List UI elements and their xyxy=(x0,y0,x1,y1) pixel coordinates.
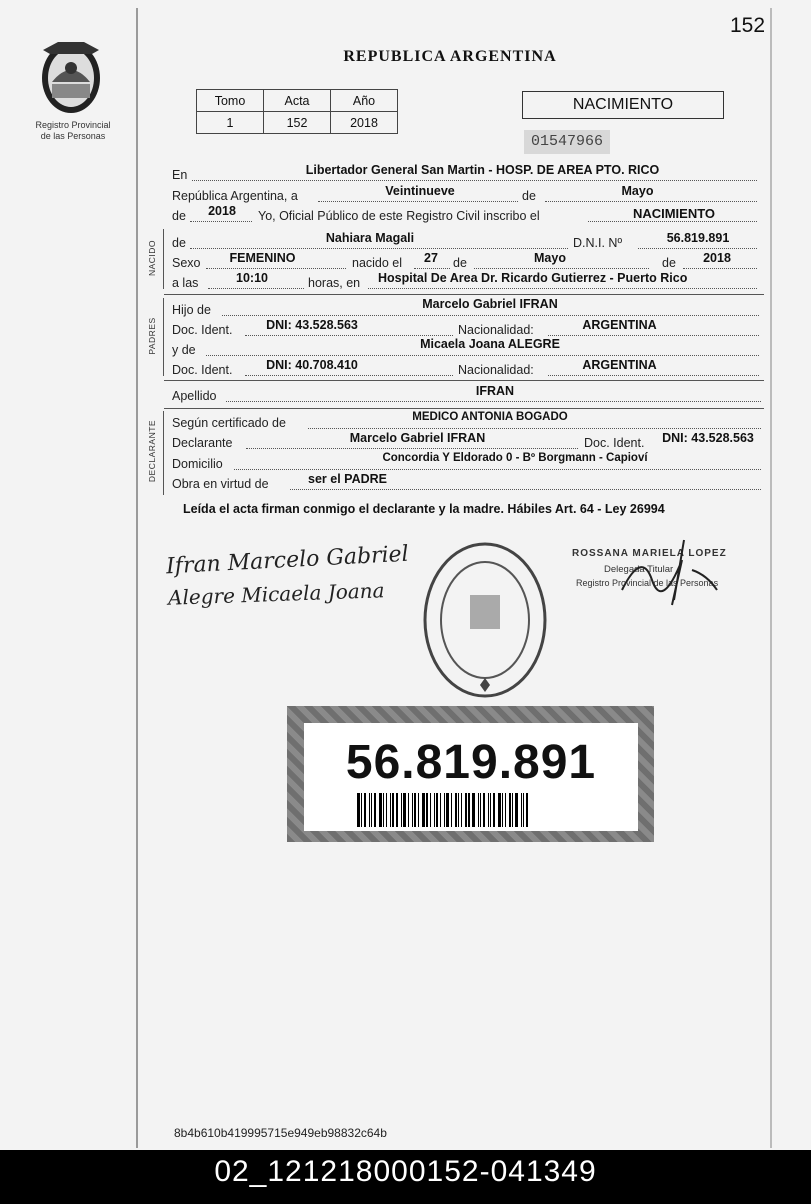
declarant-doc-label: Doc. Ident. xyxy=(584,436,645,450)
republica-label: República Argentina, a xyxy=(172,189,298,203)
birth-day-value: 27 xyxy=(424,251,438,265)
year-de-label: de xyxy=(172,209,186,223)
birth-month-value: Mayo xyxy=(534,251,566,265)
officer-office: Registro Provincial de las Personas xyxy=(576,578,719,588)
barcode-bar xyxy=(444,793,445,827)
right-margin-line xyxy=(770,8,772,1148)
dotted-line xyxy=(222,315,759,316)
birth-year-value: 2018 xyxy=(703,251,731,265)
dotted-line xyxy=(245,335,453,336)
footer-code: 02_121218000152-041349 xyxy=(214,1155,597,1188)
barcode-bar xyxy=(446,793,449,827)
barcode-bar xyxy=(369,793,370,827)
dotted-line xyxy=(545,201,757,202)
de-label: de xyxy=(522,189,536,203)
y-de-label: y de xyxy=(172,343,196,357)
record-table-value-row xyxy=(197,112,398,134)
barcode-bar xyxy=(422,793,425,827)
certificate-value: MEDICO ANTONIA BOGADO xyxy=(412,411,568,423)
dotted-line xyxy=(588,221,757,222)
month-value: Mayo xyxy=(621,184,654,198)
official-seal-icon xyxy=(420,540,550,700)
barcode-bar xyxy=(526,793,528,827)
dni-label: D.N.I. Nº xyxy=(573,236,623,250)
barcode-bar xyxy=(392,793,394,827)
mother-name-value: Micaela Joana ALEGRE xyxy=(420,337,560,351)
padres-section-label: PADRES xyxy=(147,317,157,355)
barcode-bar xyxy=(379,793,382,827)
officer-title: Delegada Titular xyxy=(604,564,674,575)
record-table-header-row xyxy=(197,90,398,112)
barcode-bar xyxy=(408,793,409,827)
barcode-bar xyxy=(461,793,462,827)
closing-statement: Leída el acta firman conmigo el declarante y la madre. Hábiles Art. 64 - Ley 26994 xyxy=(183,502,665,516)
barcode-bar xyxy=(483,793,485,827)
officer-signature-icon xyxy=(612,530,722,610)
section-divider xyxy=(164,380,764,381)
dotted-line xyxy=(548,335,759,336)
dni-barcode xyxy=(357,793,547,827)
barcode-bar xyxy=(440,793,441,827)
record-header-anio: Año xyxy=(331,90,398,112)
barcode-bar xyxy=(374,793,376,827)
barcode-bar xyxy=(488,793,489,827)
document-hash: 8b4b610b419995715e949eb98832c64b xyxy=(174,1126,387,1140)
child-dni-value: 56.819.891 xyxy=(666,231,730,245)
registry-line2: de las Personas xyxy=(40,131,106,141)
dotted-line xyxy=(474,268,649,269)
hijo-de-label: Hijo de xyxy=(172,303,211,317)
father-name-value: Marcelo Gabriel IFRAN xyxy=(422,297,558,311)
barcode-bar xyxy=(403,793,406,827)
barcode-bar xyxy=(465,793,467,827)
obra-label: Obra en virtud de xyxy=(172,477,269,491)
record-table xyxy=(196,89,398,134)
barcode-bar xyxy=(414,793,416,827)
barcode-bar xyxy=(426,793,428,827)
barcode-bar xyxy=(371,793,372,827)
barcode-bar xyxy=(434,793,435,827)
domicilio-label: Domicilio xyxy=(172,457,223,471)
record-header-acta: Acta xyxy=(264,90,331,112)
serial-number: 01547966 xyxy=(524,130,610,154)
barcode-bar xyxy=(412,793,413,827)
dotted-line xyxy=(308,428,761,429)
a-las-label: a las xyxy=(172,276,199,290)
signature-father: Ifran Marcelo Gabriel xyxy=(165,541,410,580)
birth-place-value: Hospital De Area Dr. Ricardo Gutierrez - Puerto Rico xyxy=(378,271,688,285)
father-doc-label: Doc. Ident. xyxy=(172,323,233,337)
apellido-value: IFRAN xyxy=(475,384,515,398)
barcode-bar xyxy=(390,793,391,827)
officer-name: ROSSANA MARIELA LOPEZ xyxy=(572,548,727,559)
dotted-line xyxy=(368,288,757,289)
en-label: En xyxy=(172,168,188,182)
barcode-bar xyxy=(430,793,431,827)
year-value: 2018 xyxy=(208,204,236,218)
barcode-bar xyxy=(386,793,387,827)
registry-name xyxy=(20,120,126,142)
address-value: Concordia Y Eldorado 0 - Bº Borgmann - Capioví xyxy=(382,452,648,464)
dotted-line xyxy=(192,180,757,181)
dotted-line xyxy=(234,469,761,470)
nacido-de-label: de xyxy=(172,236,186,250)
de-label-3: de xyxy=(662,256,676,270)
barcode-bar xyxy=(502,793,503,827)
barcode-bar xyxy=(498,793,501,827)
section-divider xyxy=(164,294,764,295)
certificado-label: Según certificado de xyxy=(172,416,286,430)
declarante-label: Declarante xyxy=(172,436,233,450)
dotted-line xyxy=(683,268,757,269)
record-value-acta: 152 xyxy=(264,112,331,134)
barcode-bar xyxy=(451,793,452,827)
signature-mother: Alegre Micaela Joana xyxy=(167,578,385,610)
barcode-bar xyxy=(493,793,495,827)
dotted-line xyxy=(245,375,453,376)
barcode-bar xyxy=(523,793,524,827)
dotted-line xyxy=(246,448,578,449)
barcode-bar xyxy=(458,793,459,827)
mother-nationality-value: ARGENTINA xyxy=(582,358,657,372)
place-value: Libertador General San Martin - HOSP. DE AREA PTO. RICO xyxy=(305,163,660,177)
event-value: NACIMIENTO xyxy=(632,206,716,221)
dotted-line xyxy=(290,489,761,490)
father-nationality-value: ARGENTINA xyxy=(582,318,657,332)
document-title: REPUBLICA ARGENTINA xyxy=(343,48,557,65)
barcode-bar xyxy=(383,793,384,827)
dni-sticker-number: 56.819.891 xyxy=(345,736,597,789)
barcode-bar xyxy=(490,793,491,827)
nacido-el-label: nacido el xyxy=(352,256,403,270)
apellido-label: Apellido xyxy=(172,389,217,403)
dotted-line xyxy=(548,375,759,376)
section-divider xyxy=(164,408,764,409)
record-value-tomo: 1 xyxy=(197,112,264,134)
barcode-bar xyxy=(418,793,419,827)
registry-line1: Registro Provincial xyxy=(35,120,111,130)
father-doc-value: DNI: 43.528.563 xyxy=(266,318,358,332)
mother-doc-value: DNI: 40.708.410 xyxy=(266,358,358,372)
sexo-label: Sexo xyxy=(172,256,201,270)
barcode-bar xyxy=(480,793,481,827)
left-margin-line xyxy=(136,8,138,1148)
declarant-name-value: Marcelo Gabriel IFRAN xyxy=(349,431,486,445)
dotted-line xyxy=(208,288,304,289)
record-header-tomo: Tomo xyxy=(197,90,264,112)
dotted-line xyxy=(206,355,759,356)
inscribo-label: Yo, Oficial Público de este Registro Civil inscribo el xyxy=(258,209,540,223)
de-label-2: de xyxy=(453,256,467,270)
barcode-bar xyxy=(396,793,398,827)
barcode-bar xyxy=(436,793,438,827)
barcode-bar xyxy=(505,793,506,827)
obra-value: ser el PADRE xyxy=(308,472,387,486)
dotted-line xyxy=(318,201,518,202)
mother-nationality-label: Nacionalidad: xyxy=(458,363,534,377)
dotted-line xyxy=(190,248,568,249)
child-name-value: Nahiara Magali xyxy=(325,231,415,245)
horas-label: horas, en xyxy=(308,276,361,290)
province-emblem-icon xyxy=(38,38,104,118)
record-value-anio: 2018 xyxy=(331,112,398,134)
barcode-bar xyxy=(468,793,470,827)
barcode-bar xyxy=(401,793,402,827)
dotted-line xyxy=(638,248,757,249)
barcode-bar xyxy=(472,793,475,827)
birth-time-value: 10:10 xyxy=(236,271,268,285)
sexo-value: FEMENINO xyxy=(229,251,296,265)
dotted-line xyxy=(190,221,252,222)
dotted-line xyxy=(414,268,450,269)
barcode-bar xyxy=(364,793,366,827)
barcode-bar xyxy=(357,793,360,827)
declarante-section-label: DECLARANTE xyxy=(147,419,157,483)
father-nationality-label: Nacionalidad: xyxy=(458,323,534,337)
document-type-box: NACIMIENTO xyxy=(522,91,724,119)
barcode-bar xyxy=(361,793,362,827)
barcode-bar xyxy=(515,793,518,827)
barcode-bar xyxy=(509,793,511,827)
declarant-doc-value: DNI: 43.528.563 xyxy=(662,431,754,445)
mother-doc-label: Doc. Ident. xyxy=(172,363,233,377)
nacido-section-label: NACIDO xyxy=(147,239,157,277)
barcode-bar xyxy=(478,793,479,827)
barcode-bar xyxy=(521,793,522,827)
dotted-line xyxy=(226,401,761,402)
page-number: 152 xyxy=(730,14,766,37)
dotted-line xyxy=(206,268,346,269)
barcode-bar xyxy=(455,793,457,827)
barcode-bar xyxy=(512,793,513,827)
day-words-value: Veintinueve xyxy=(385,184,455,198)
